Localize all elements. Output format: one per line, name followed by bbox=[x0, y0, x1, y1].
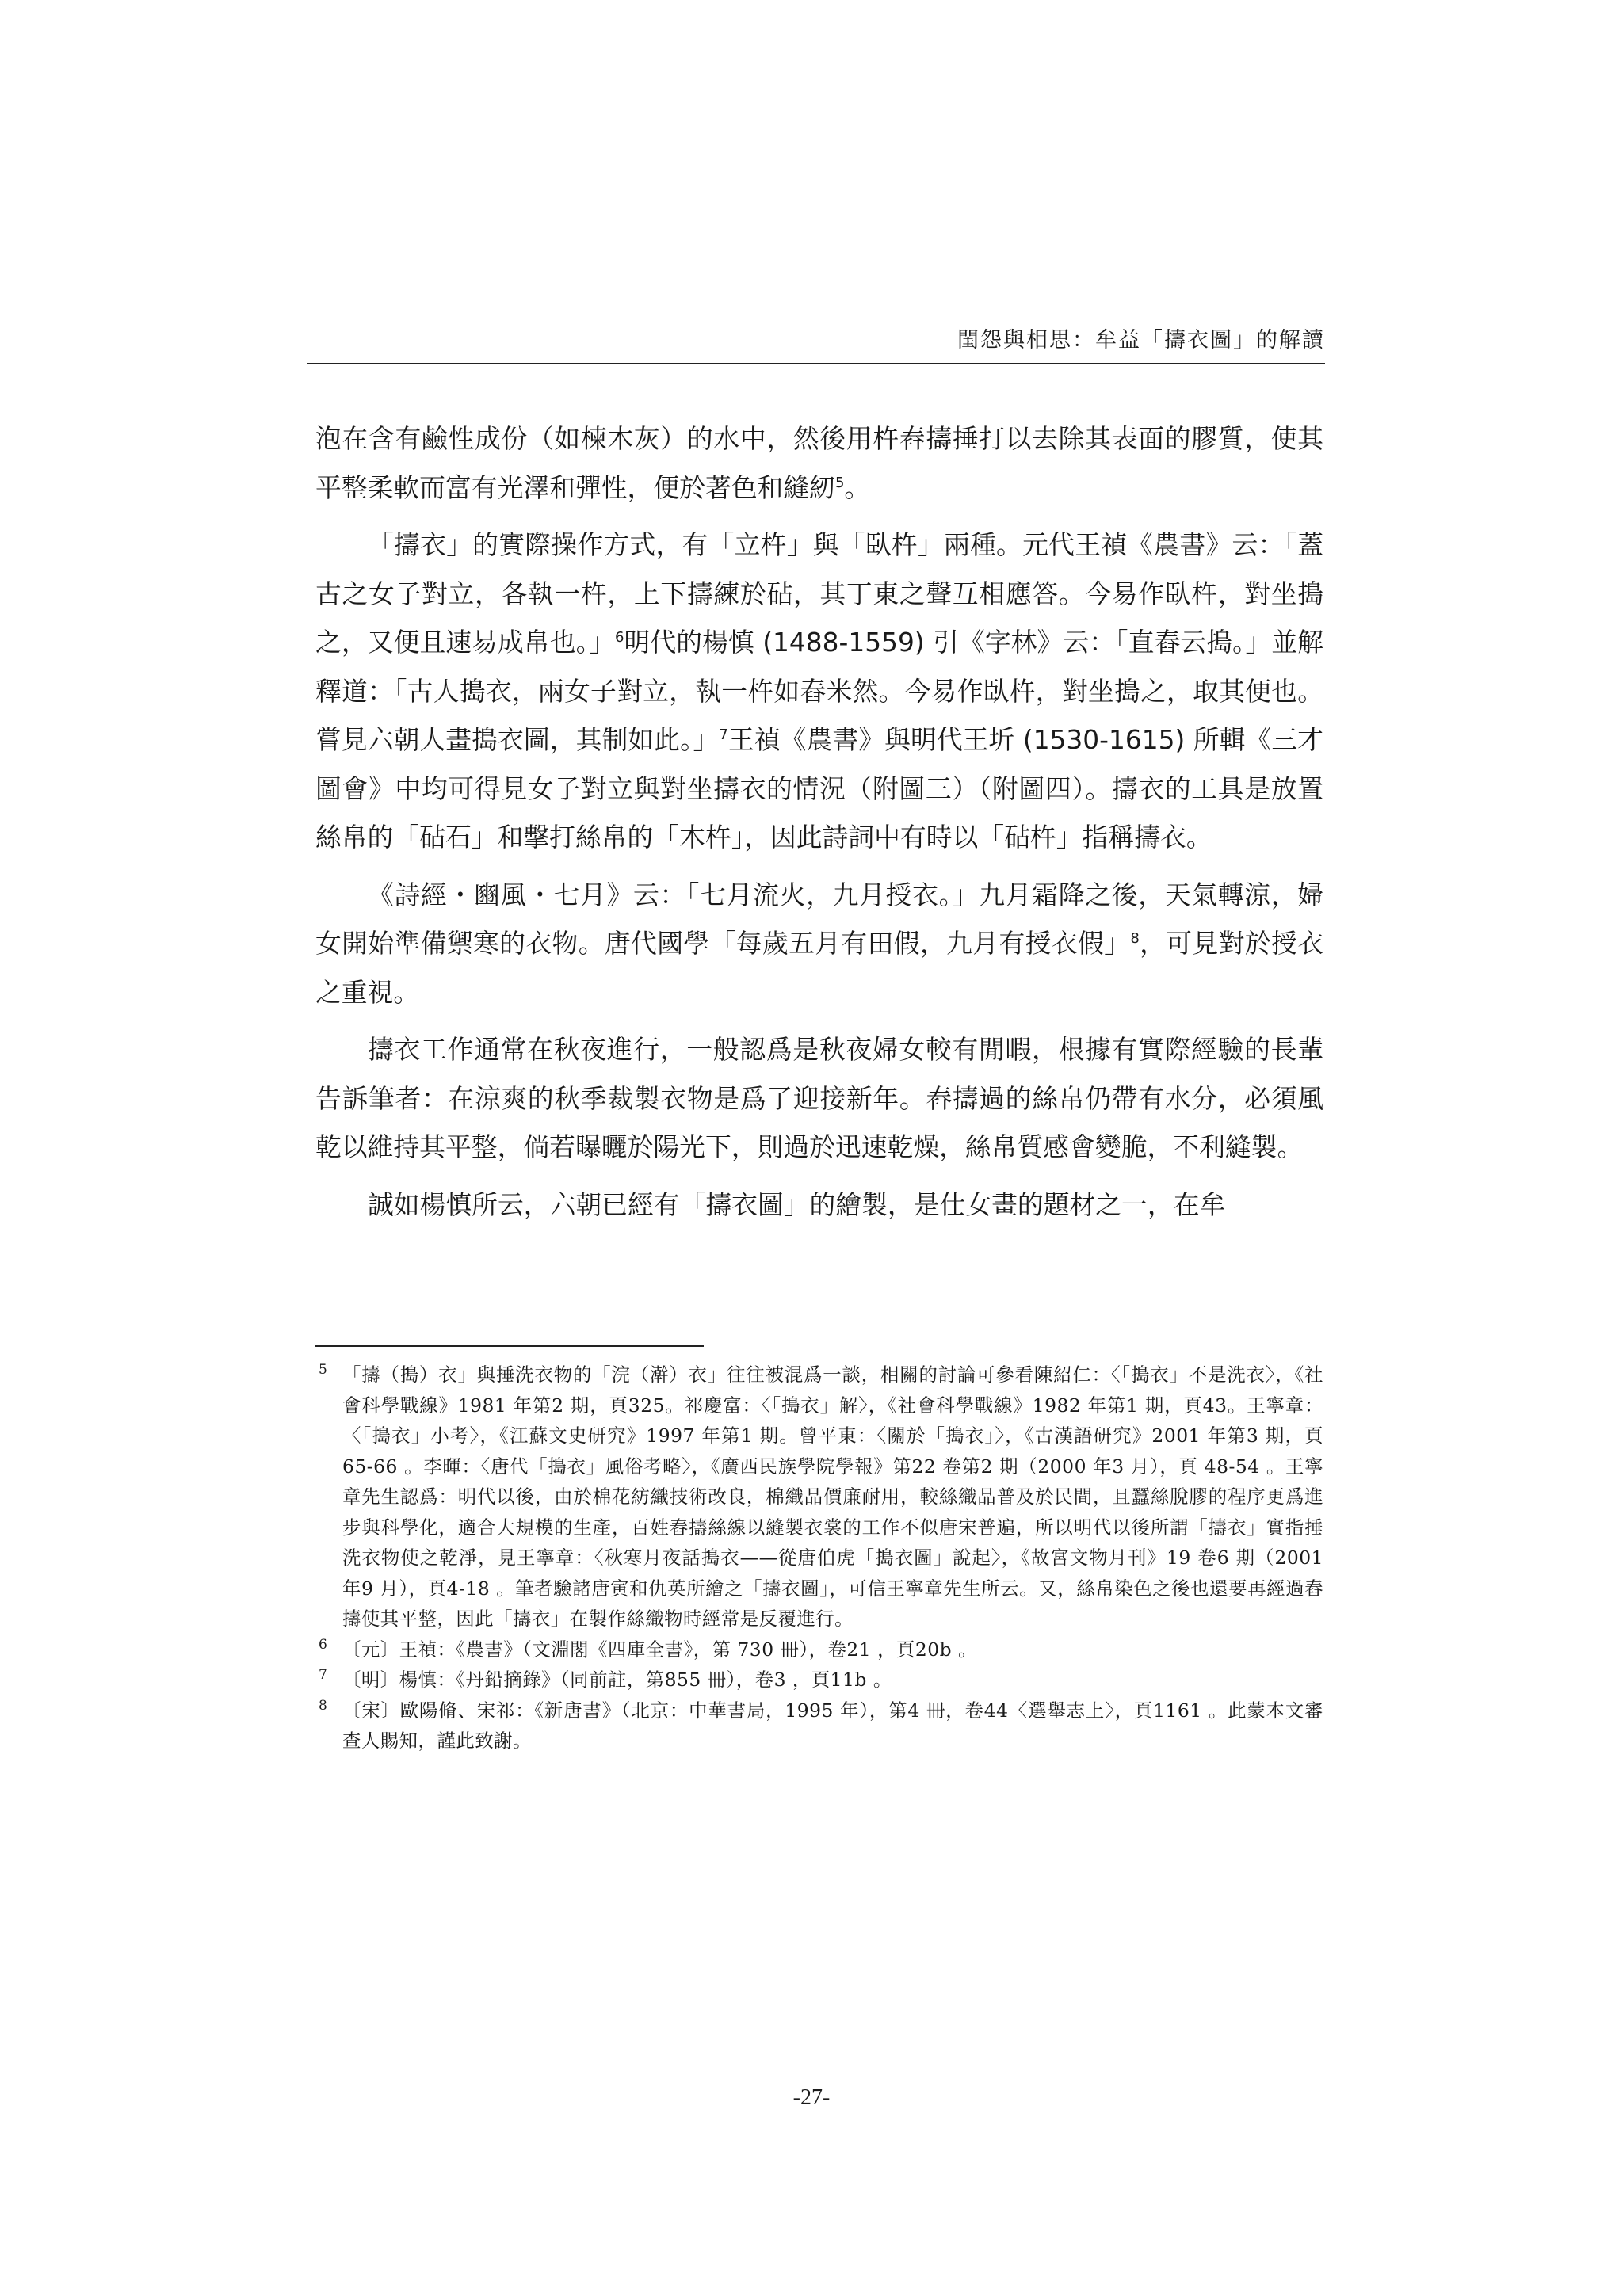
running-head: 閨怨與相思：牟益「擣衣圖」的解讀 bbox=[957, 328, 1325, 353]
footnotes bbox=[315, 1360, 1323, 1756]
paragraph-3-tail: ，可見對於授衣之重視。 bbox=[315, 929, 1323, 1008]
paragraph-2-tail: 王禎《農書》與明代王圻 (1530-1615) 所輯《三才圖會》中均可得見女子對立與對坐擣衣的情況（附圖三）（附圖四）。擣衣的工具是放置絲帛的「砧石」和擊打絲帛的「木杵」，因此詩詞中有時以「砧杵」指稱擣衣。 bbox=[315, 725, 1323, 852]
footnote-5 bbox=[315, 1360, 1323, 1634]
footnote-6 bbox=[315, 1634, 1323, 1665]
footnote-text: 〔宋〕歐陽脩、宋祁：《新唐書》（北京：中華書局，1995 年），第4 冊，卷44〈選舉志上〉，頁1161 。此蒙本文審查人賜知，謹此致謝。 bbox=[342, 1699, 1323, 1752]
paragraph-1 bbox=[315, 415, 1323, 513]
footnote-text: 〔元〕王禎：《農書》（文淵閣《四庫全書》，第 730 冊），卷21 ，頁20b 。 bbox=[342, 1638, 977, 1661]
page-number: -27- bbox=[792, 2085, 831, 2110]
footnote-number: 8 bbox=[319, 1697, 328, 1714]
paragraph-5: 誠如楊慎所云，六朝已經有「擣衣圖」的繪製，是仕女畫的題材之一，在牟 bbox=[368, 1189, 1226, 1220]
body-text bbox=[315, 415, 1323, 1230]
footnote-text: 〔明〕楊慎：《丹鉛摘錄》（同前註，第855 冊），卷3 ，頁11b 。 bbox=[342, 1669, 892, 1691]
footnote-number: 7 bbox=[319, 1667, 328, 1683]
paragraph-1-tail: 。 bbox=[844, 472, 871, 503]
footnote-7 bbox=[315, 1665, 1323, 1695]
footnote-text: 「擣（搗）衣」與捶洗衣物的「浣（澣）衣」往往被混爲一談，相關的討論可參看陳紹仁：〈「搗衣」不是洗衣〉，《社會科學戰線》1981 年第2 期，頁325。祁慶富：〈「搗衣」解〉，《社會科學戰線》1982 年第1 期，頁43。王寧章：〈「搗衣」小考〉，《江蘇文史研究》1997 年第1 期。曾平東：〈關於「搗衣」〉，《古漢語研究》2001 年第3 期，頁65-66 。李暉：〈唐代「搗衣」風俗考略〉，《廣西民族學院學報》第22 卷第2 期（2000 年3 月），頁 48-54 。王寧章先生認爲：明代以後，由於棉花紡織技術改良，棉織品價廉耐用，較絲織品普及於民間，且蠶絲脫膠的程序更爲進步與科學化，適合大規模的生產，百姓舂擣絲線以縫製衣裳的工作不似唐宋普遍，所以明代以後所謂「擣衣」實指捶洗衣物使之乾淨，見王寧章：〈秋寒月夜話搗衣——從唐伯虎「搗衣圖」說起〉，《故宮文物月刊》19 卷6 期（2001 年9 月），頁4-18 。筆者驗諸唐寅和仇英所繪之「擣衣圖」，可信王寧章先生所云。又，絲帛染色之後也還要再經過舂擣使其平整，因此「擣衣」在製作絲織物時經常是反覆進行。 bbox=[342, 1363, 1323, 1630]
paragraph-2-mid: 明代的楊慎 (1488-1559) 引《字林》云：「直舂云搗。」並解釋道：「古人搗衣，兩女子對立，執一杵如舂米然。今易作臥杵，對坐搗之，取其便也。嘗見六朝人畫搗衣圖，其制如此。」 bbox=[315, 627, 1324, 755]
paragraph-1-text: 泡在含有鹼性成份（如楝木灰）的水中，然後用杵舂擣捶打以去除其表面的膠質，使其平整柔軟而富有光澤和彈性，便於著色和縫紉 bbox=[315, 424, 1323, 503]
paragraph-3 bbox=[315, 871, 1323, 1018]
footnote-number: 6 bbox=[319, 1636, 328, 1653]
paragraph-2-text: 「擣衣」的實際操作方式，有「立杵」與「臥杵」兩種。元代王禎《農書》云：「蓋古之女子對立，各執一杵，上下擣練於砧，其丁東之聲互相應答。今易作臥杵，對坐搗之，又便且速易成帛也。」 bbox=[315, 530, 1323, 658]
header-rule bbox=[307, 363, 1325, 364]
paragraph-3-text: 《詩經・豳風・七月》云：「七月流火，九月授衣。」九月霜降之後，天氣轉涼，婦女開始準備禦寒的衣物。唐代國學「每歲五月有田假，九月有授衣假」 bbox=[315, 879, 1323, 959]
footnote-ref-6: 6 bbox=[614, 629, 624, 646]
footnote-ref-8: 8 bbox=[1130, 930, 1140, 948]
footnote-8 bbox=[315, 1695, 1323, 1756]
paragraph-2 bbox=[315, 521, 1323, 863]
footnote-ref-7: 7 bbox=[719, 727, 728, 744]
paragraph-4: 擣衣工作通常在秋夜進行，一般認爲是秋夜婦女較有閒暇，根據有實際經驗的長輩告訴筆者：在涼爽的秋季裁製衣物是爲了迎接新年。舂擣過的絲帛仍帶有水分，必須風乾以維持其平整，倘若曝曬於陽光下，則過於迅速乾燥，絲帛質感會變脆，不利縫製。 bbox=[315, 1035, 1323, 1162]
footnote-rule bbox=[315, 1345, 704, 1347]
footnote-number: 5 bbox=[319, 1362, 328, 1378]
footnote-ref-5: 5 bbox=[834, 474, 845, 491]
